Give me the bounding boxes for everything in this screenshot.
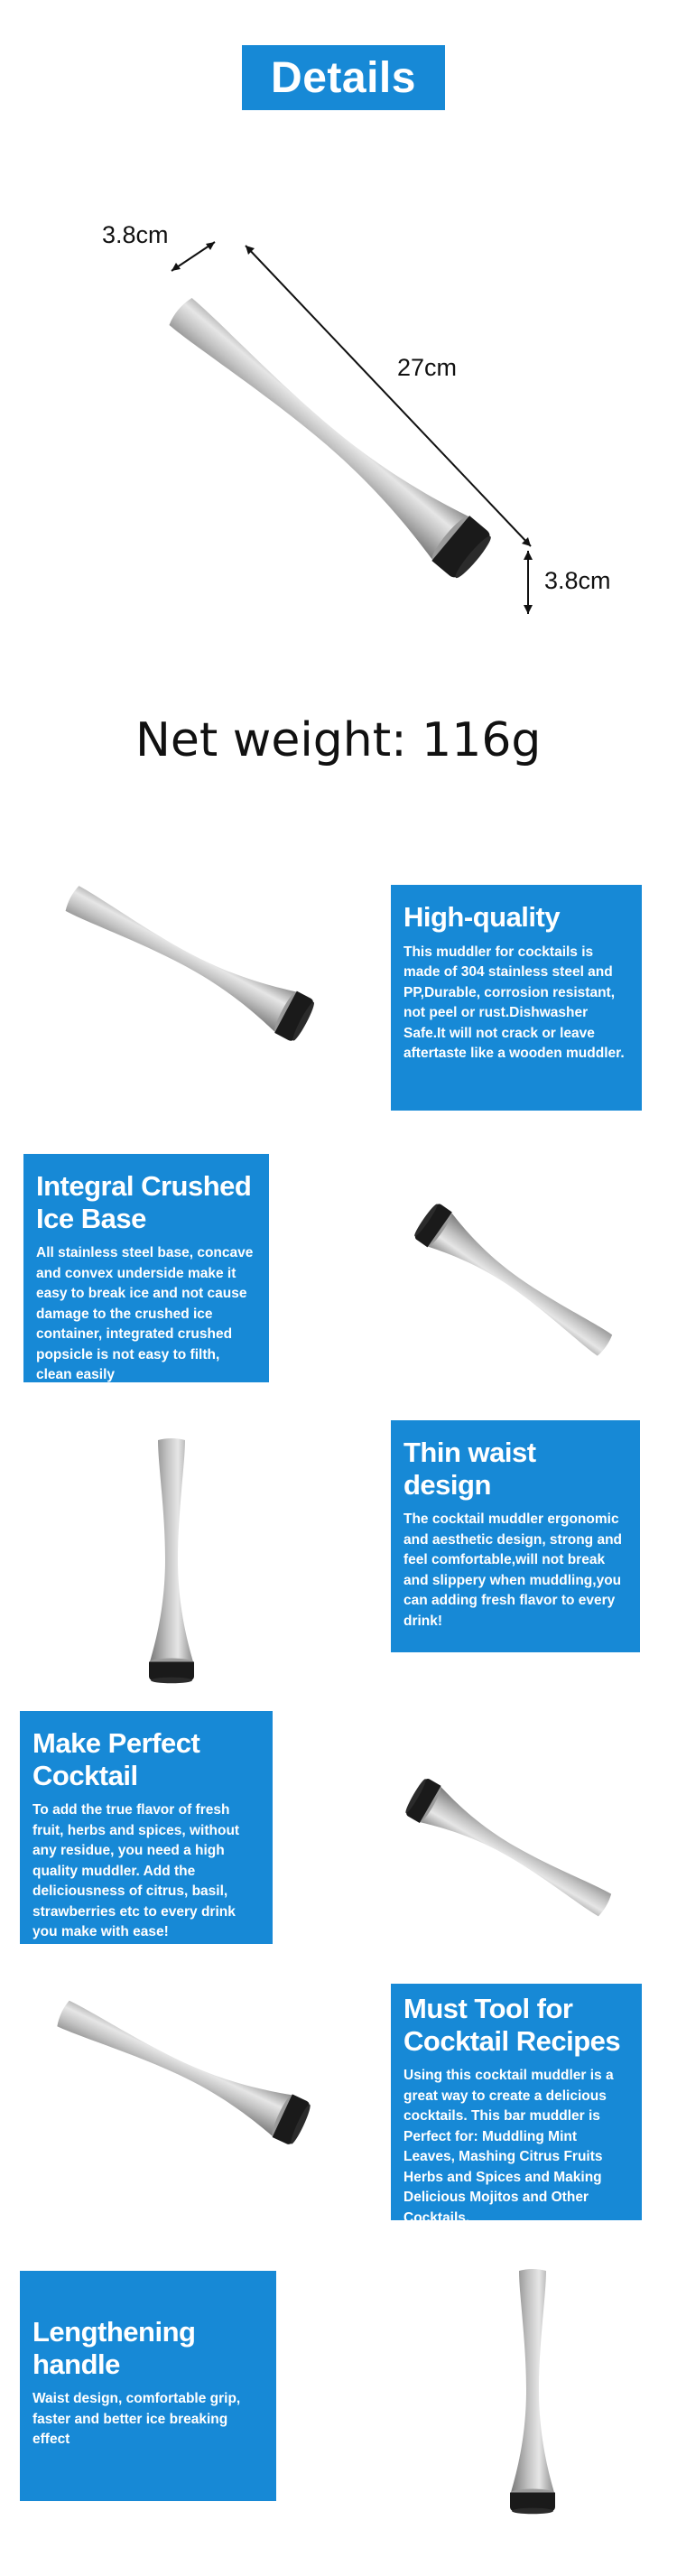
feature-text: To add the true flavor of fresh fruit, herbs and spices, without any residue, you need a high quality muddler. Add the deliciousness of citrus, basil, strawberries etc to every drink you make with ease!	[32, 1802, 240, 1940]
feature-text: This muddler for cocktails is made of 304 stainless steel and PP,Durable, corrosion resistant, not peel or rust.Dishwasher Safe.It will not crack or leave aftertaste like a wooden muddler.	[403, 944, 625, 1061]
feature-title: Integral Crushed Ice Base	[36, 1170, 252, 1234]
product-dimension-image	[0, 181, 677, 740]
product-image-6	[451, 2257, 632, 2528]
feature-title: Must Tool for Cocktail Recipes	[403, 1993, 621, 2057]
feature-text: Using this cocktail muddler is a great way to create a delicious cocktails. This bar muddler is Perfect for: Muddling Mint Leaves, Mashing Citrus Fruits Herbs and Spices and Making Delicious Mojitos and Other Cocktails.	[403, 2068, 614, 2226]
product-image-1	[18, 867, 343, 1083]
feature-title: Make Perfect Cocktail	[32, 1727, 200, 1791]
feature-text: All stainless steel base, concave and convex underside make it easy to break ice and not cause damage to the crushed ice container, integrated crushed popsicle is not easy to filth, clean easily	[36, 1245, 254, 1383]
feature-card-must-tool	[391, 1984, 642, 2226]
details-title: Details	[271, 53, 416, 102]
details-header	[242, 45, 445, 110]
dimension-length-label: 27cm	[397, 354, 458, 381]
feature-text: Waist design, comfortable grip, faster and better ice breaking effect	[32, 2391, 241, 2448]
feature-card-perfect-cocktail	[20, 1711, 273, 1944]
product-image-5	[18, 1986, 343, 2203]
dimension-top-label: 3.8cm	[102, 221, 169, 248]
product-image-3	[90, 1427, 271, 1697]
product-image-2	[361, 1165, 650, 1372]
feature-title: Thin waist design	[403, 1437, 536, 1501]
feature-card-lengthening	[20, 2271, 276, 2501]
feature-title: Lengthening handle	[32, 2316, 196, 2380]
dimension-base-label: 3.8cm	[544, 567, 611, 594]
product-image-4	[361, 1725, 650, 1932]
feature-card-ice-base	[23, 1154, 269, 1382]
feature-text: The cocktail muddler ergonomic and aesthetic design, strong and feel comfortable,will not break and slippery when muddling,you can adding fresh flavor to every drink!	[403, 1511, 623, 1629]
feature-card-high-quality	[391, 885, 642, 1111]
feature-title: High-quality	[403, 901, 561, 933]
feature-card-thin-waist	[391, 1420, 640, 1652]
net-weight: Net weight: 116g	[135, 713, 542, 767]
